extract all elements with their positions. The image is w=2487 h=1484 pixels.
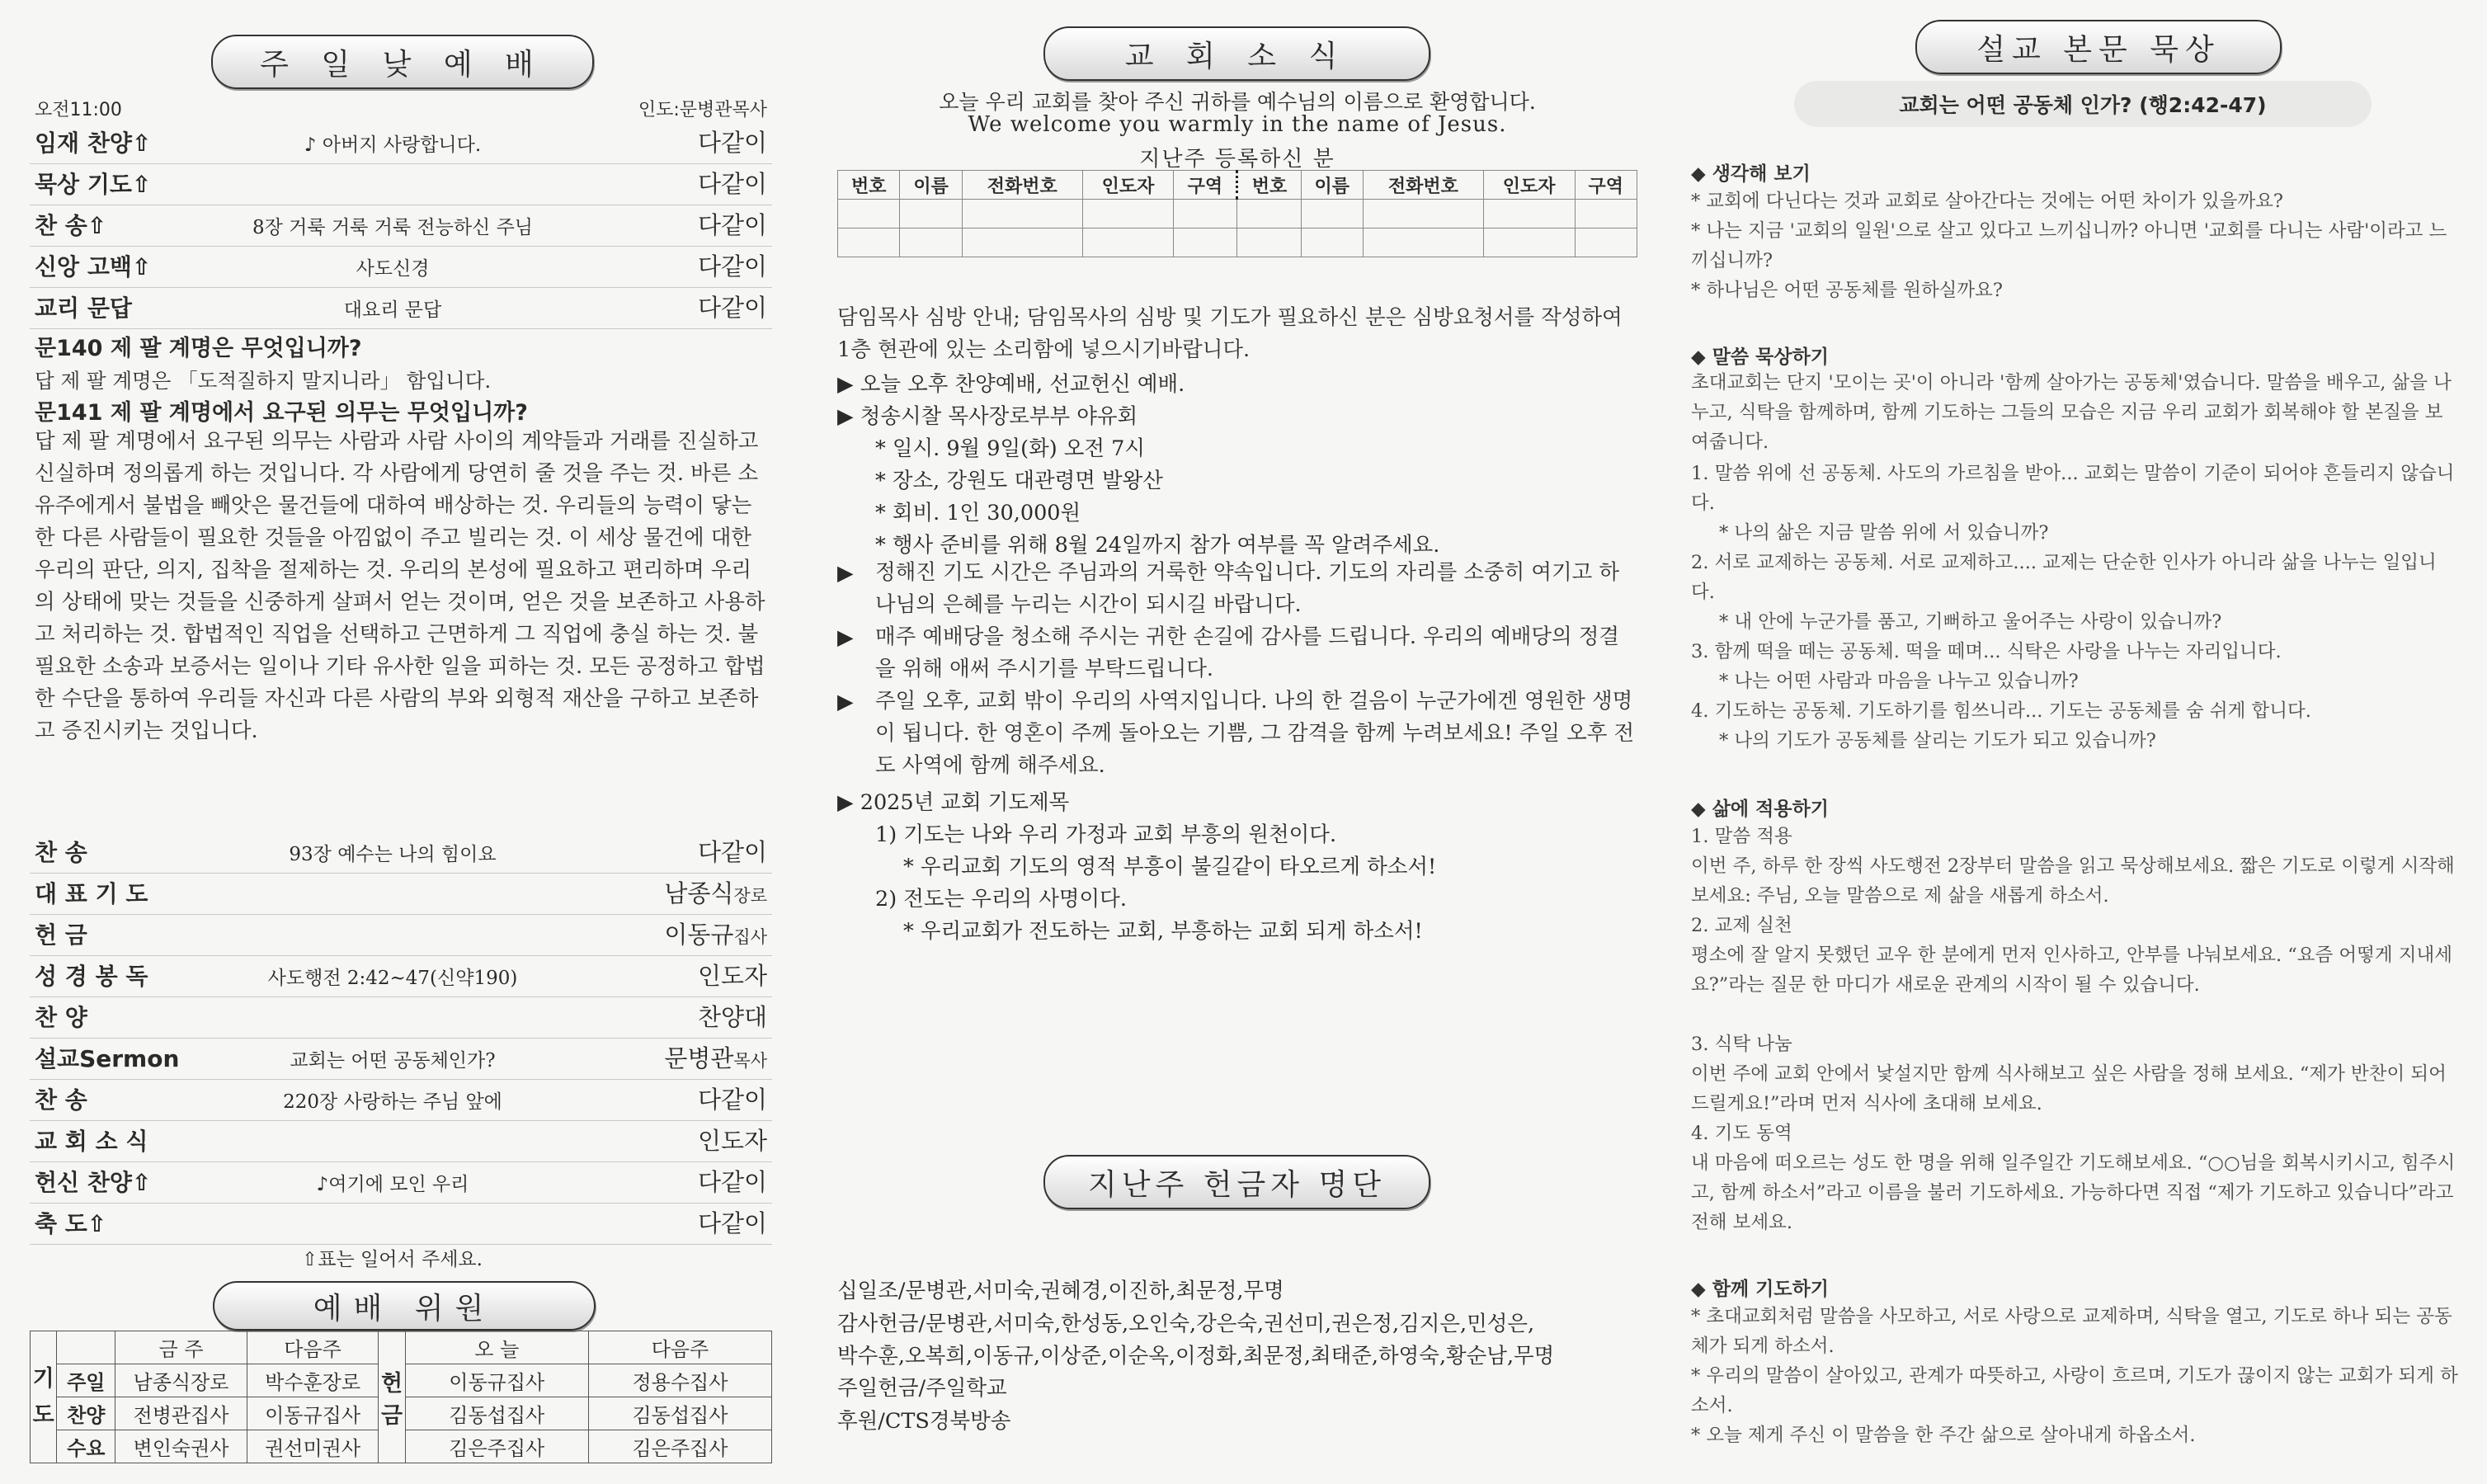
apply-2-text: 평소에 잘 알지 못했던 교우 한 분에게 먼저 인사하고, 안부를 나눠보세요. “요즘 어떻게 지내세요?”라는 질문 한 마디가 새로운 관계의 시작이 될 수 있습니다. [1691, 945, 2452, 996]
registration-header: 이름 [900, 171, 962, 200]
order-row [30, 957, 772, 997]
order-performer-title: 목사 [733, 1051, 767, 1071]
registration-header: 구역 [1174, 171, 1237, 200]
apply-4-title: 4. 기도 동역 [1691, 1123, 1792, 1144]
registration-header: 이름 [1301, 171, 1363, 200]
staff-header-today: 오 늘 [405, 1331, 588, 1364]
order-performer-name: 인도자 [697, 962, 767, 990]
word-4-question: * 나의 기도가 공동체를 살리는 기도가 되고 있습니까? [1719, 730, 2156, 751]
word-1: 1. 말씀 위에 선 공동체. 사도의 가르침을 받아... 교회는 말씀이 기준이 되어야 흔들리지 않습니다. [1691, 463, 2455, 514]
order-title: 신앙 고백⇧ [35, 253, 152, 280]
registration-header: 전화번호 [1363, 171, 1483, 200]
order-performer [698, 1164, 767, 1198]
section-pray-title: ◆ 함께 기도하기 [1691, 1279, 1830, 1300]
order-title: 설교Sermon [35, 1045, 180, 1072]
section-think-title: ◆ 생각해 보기 [1691, 163, 1811, 185]
news-6: ▶ 2025년 교회 기도제목 [837, 790, 1070, 815]
staff-cell: 남종식장로 [115, 1364, 247, 1397]
service-time: 오전11:00 [35, 100, 122, 120]
order-title: 대 표 기 도 [35, 880, 148, 907]
staff-cell: 김동섭집사 [405, 1397, 588, 1430]
order-row [30, 289, 772, 329]
order-row [30, 1039, 772, 1080]
news-6a: 1) 기도는 나와 우리 가정과 교회 부흥의 원천이다. [875, 822, 1337, 847]
order-title: 교 회 소 식 [35, 1128, 148, 1155]
order-title: 축 도⇧ [35, 1210, 107, 1237]
church-news-column [837, 0, 1637, 1484]
order-performer [698, 1081, 767, 1115]
apply-1-title: 1. 말씀 적용 [1691, 826, 1792, 847]
staff-row-label: 찬양 [57, 1397, 115, 1430]
news-4-text: 매주 예배당을 청소해 주시는 귀한 손길에 감사를 드립니다. 우리의 예배당의 정결을 위해 애써 주시기를 부탁드립니다. [875, 624, 1620, 681]
news-6c: 2) 전도는 우리의 사명이다. [875, 887, 1127, 912]
order-content: 대요리 문답 [343, 299, 442, 321]
apply-1-text: 이번 주, 하루 한 장씩 사도행전 2장부터 말씀을 읽고 묵상해보세요. 짧은 기도로 이렇게 시작해 보세요: 주님, 오늘 말씀으로 제 삶을 새롭게 하소서. [1691, 855, 2455, 907]
answer-140: 답 제 팔 계명은 「도적질하지 말지니라」 함입니다. [35, 369, 492, 393]
order-performer-name: 다같이 [697, 838, 767, 866]
staff-cell: 변인숙권사 [115, 1430, 247, 1463]
offering-tithe: 십일조/문병관,서미숙,권혜경,이진하,최문정,무명 [837, 1279, 1284, 1303]
meditation-title: 설교 본문 묵상 [1915, 20, 2282, 74]
order-row [30, 874, 772, 915]
staff-table [30, 1331, 772, 1463]
offering-title: 지난주 헌금자 명단 [1043, 1155, 1430, 1209]
question-141: 문141 제 팔 계명에서 요구된 의무는 무엇입니까? [35, 400, 528, 426]
staff-cell: 정용수집사 [588, 1364, 771, 1397]
news-2a: * 일시. 9월 9일(화) 오전 7시 [875, 436, 1146, 461]
word-3: 3. 함께 떡을 떼는 공동체. 떡을 떼며... 식탁은 사랑을 나누는 자리입니다. [1691, 641, 2282, 662]
news-2: ▶ 청송시찰 목사장로부부 야유회 [837, 404, 1138, 429]
apply-3-text: 이번 주에 교회 안에서 낯설지만 함께 식사해보고 싶은 사람을 정해 보세요. “제가 반찬이 되어드릴게요!”라며 먼저 식사에 초대해 보세요. [1691, 1063, 2447, 1114]
offering-thanks-2: 박수훈,오복희,이동규,이상준,이순옥,이정화,최문정,최태준,하영숙,황순남,무명 [837, 1344, 1555, 1369]
news-2-text: 청송시찰 목사장로부부 야유회 [860, 404, 1138, 429]
order-row [30, 1122, 772, 1162]
order-row [30, 206, 772, 247]
staff-side-offering: 헌금 [379, 1331, 405, 1463]
news-3-bullet: ▶ [837, 561, 854, 586]
worship-order-column [30, 0, 772, 1484]
staff-header-next2: 다음주 [588, 1331, 771, 1364]
news-1: ▶ 오늘 오후 찬양예배, 선교헌신 예배. [837, 372, 1185, 397]
order-performer-name: 다같이 [697, 170, 767, 198]
welcome-english: We welcome you warmly in the name of Jesus. [968, 112, 1507, 137]
order-row [30, 165, 772, 205]
news-1-text: 오늘 오후 찬양예배, 선교헌신 예배. [860, 372, 1185, 397]
news-2d: * 행사 준비를 위해 8월 24일까지 참가 여부를 꼭 알려주세요. [875, 533, 1440, 558]
order-content: 220장 사랑하는 주님 앞에 [283, 1091, 502, 1113]
staff-cell: 박수훈장로 [247, 1364, 379, 1397]
order-performer-name: 다같이 [697, 294, 767, 322]
word-2-question: * 내 안에 누군가를 품고, 기뻐하고 울어주는 사랑이 있습니까? [1719, 611, 2222, 633]
news-6-text: 2025년 교회 기도제목 [860, 790, 1070, 815]
worship-title: 주 일 낮 예 배 [211, 35, 594, 89]
staff-row-label: 주일 [57, 1364, 115, 1397]
order-content: 사도행전 2:42~47(신약190) [267, 968, 518, 989]
staff-cell: 전병관집사 [115, 1397, 247, 1430]
registration-header: 번호 [1237, 171, 1301, 200]
word-2: 2. 서로 교제하는 공동체. 서로 교제하고.... 교제는 단순한 인사가 아니라 삶을 나누는 일입니다. [1691, 552, 2437, 603]
order-content: 8장 거룩 거룩 거룩 전능하신 주님 [252, 217, 534, 238]
staff-row-label: 수요 [57, 1430, 115, 1463]
order-performer-name: 다같이 [697, 1209, 767, 1237]
sermon-meditation-column [1683, 0, 2458, 1484]
order-performer [698, 958, 767, 992]
word-4: 4. 기도하는 공동체. 기도하기를 힘쓰니라... 기도는 공동체를 숨 쉬게 합니다. [1691, 700, 2311, 722]
pray-1: * 초대교회처럼 말씀을 사모하고, 서로 사랑으로 교제하며, 식탁을 열고, 기도로 하나 되는 공동체가 되게 하소서. [1691, 1306, 2452, 1357]
staff-header-next: 다음주 [247, 1331, 379, 1364]
order-performer-name: 다같이 [697, 129, 767, 157]
order-performer-title: 집사 [733, 927, 767, 947]
order-content: 사도신경 [356, 258, 430, 280]
news-3-text: 정해진 기도 시간은 주님과의 거룩한 약속입니다. 기도의 자리를 소중히 여기고 하나님의 은혜를 누리는 시간이 되시길 바랍니다. [875, 560, 1620, 617]
order-row [30, 1163, 772, 1204]
answer-141: 답 제 팔 계명에서 요구된 의무는 사람과 사람 사이의 계약들과 거래를 진실하고 신실하며 정의롭게 하는 것입니다. 각 사람에게 당연히 줄 것을 주는 것. 바른 소유주에게서 불법을 빼앗은 물건들에 대하여 배상하는 것. 우리들의 능력이 닿는 한 다른 사람들이 필요한 것들을 아낌없이 주고 빌리는 것. 이 세상 물건에 대한 우리의 판단, 의지, 집착을 절제하는 것. 우리의 본성에 필요하고 편리하며 우리의 상태에 맞는 것들을 신중하게 살펴서 얻는 것이며, 얻은 것을 보존하고 사용하고 처리하는 것. 합법적인 직업을 선택하고 근면하게 그 직업에 충실 하는 것. 불필요한 소송과 보증서는 일이나 기타 유사한 일을 피하는 것. 모든 공정하고 합법한 수단을 통하여 우리들 자신과 다른 사람의 부와 외형적 재산을 구하고 보존하고 증진시키는 것입니다. [35, 429, 765, 743]
offering-thanks-1: 감사헌금/문병관,서미숙,한성동,오인숙,강은숙,권선미,권은정,김지은,민성은, [837, 1312, 1535, 1336]
stand-note: ⇧표는 일어서 주세요. [302, 1249, 483, 1270]
order-title: 찬 송 [35, 839, 87, 866]
question-140: 문140 제 팔 계명은 무엇입니까? [35, 336, 362, 361]
order-performer-name: 다같이 [697, 211, 767, 239]
order-performer [698, 166, 767, 200]
registration-header: 구역 [1575, 171, 1637, 200]
service-leader: 인도:문병관목사 [638, 100, 767, 120]
registration-table [837, 170, 1637, 257]
order-row [30, 1081, 772, 1121]
section-apply-title: ◆ 삶에 적용하기 [1691, 799, 1830, 820]
order-content: ♪여기에 모인 우리 [316, 1174, 469, 1195]
news-5-bullet: ▶ [837, 690, 854, 714]
order-performer [664, 916, 767, 950]
registration-header: 전화번호 [962, 171, 1082, 200]
order-title: 임재 찬양⇧ [35, 130, 152, 157]
welcome-korean: 오늘 우리 교회를 찾아 주신 귀하를 예수님의 이름으로 환영합니다. [939, 90, 1536, 114]
order-title: 찬 양 [35, 1004, 87, 1031]
order-title: 교리 문답 [35, 294, 132, 322]
apply-3-title: 3. 식탁 나눔 [1691, 1034, 1792, 1055]
registration-header: 인도자 [1082, 171, 1174, 200]
registration-title: 지난주 등록하신 분 [1139, 147, 1335, 172]
staff-cell: 김은주집사 [405, 1430, 588, 1463]
apply-2-title: 2. 교제 실천 [1691, 915, 1792, 936]
order-title: 헌 금 [35, 921, 87, 949]
offering-support: 후원/CTS경북방송 [837, 1409, 1011, 1434]
order-title: 성 경 봉 독 [35, 963, 148, 990]
registration-header: 인도자 [1483, 171, 1575, 200]
staff-cell: 권선미권사 [247, 1430, 379, 1463]
word-1-question: * 나의 삶은 지금 말씀 위에 서 있습니까? [1719, 522, 2049, 544]
offering-sunday: 주일헌금/주일학교 [837, 1376, 1007, 1401]
order-row [30, 1204, 772, 1245]
order-performer [698, 834, 767, 868]
order-performer [698, 290, 767, 323]
news-4-bullet: ▶ [837, 625, 854, 650]
news-6b: * 우리교회 기도의 영적 부흥이 불길같이 타오르게 하소서! [903, 855, 1437, 879]
order-performer [698, 248, 767, 282]
order-title: 찬 송⇧ [35, 212, 107, 239]
order-performer-title: 장로 [733, 886, 767, 906]
order-row [30, 998, 772, 1039]
apply-4-text: 내 마음에 떠오르는 성도 한 명을 위해 일주일간 기도해보세요. “○○님을 회복시키시고, 힘주시고, 함께 하소서”라고 이름을 불러 기도하세요. 가능하다면 직접 “제가 기도하고 있습니다”라고 전해 보세요. [1691, 1152, 2456, 1233]
order-performer [664, 1040, 767, 1074]
order-performer-name: 다같이 [697, 1168, 767, 1196]
order-performer-name: 이동규 [664, 921, 734, 949]
order-content: 교회는 어떤 공동체인가? [290, 1050, 496, 1072]
staff-cell: 김동섭집사 [588, 1397, 771, 1430]
visit-notice: 담임목사 심방 안내; 담임목사의 심방 및 기도가 필요하신 분은 심방요청서를 작성하여 1층 현관에 있는 소리함에 넣으시기바랍니다. [837, 305, 1623, 362]
staff-header-this: 금 주 [115, 1331, 247, 1364]
order-title: 헌신 찬양⇧ [35, 1169, 152, 1196]
order-performer [698, 1123, 767, 1157]
order-performer-name: 남종식 [664, 879, 734, 907]
order-content: ♪ 아버지 사랑합니다. [304, 134, 482, 156]
order-row [30, 124, 772, 164]
meditation-subtitle: 교회는 어떤 공동체 인가? (행2:42-47) [1794, 81, 2372, 127]
section-word-title: ◆ 말씀 묵상하기 [1691, 346, 1830, 368]
pray-2: * 우리의 말씀이 살아있고, 관계가 따뜻하고, 사랑이 흐르며, 기도가 끊이지 않는 교회가 되게 하소서. [1691, 1365, 2458, 1416]
order-row [30, 833, 772, 874]
word-3-question: * 나는 어떤 사람과 마음을 나누고 있습니까? [1719, 671, 2079, 692]
order-performer [698, 999, 767, 1033]
order-row [30, 247, 772, 288]
order-performer-name: 다같이 [697, 1086, 767, 1114]
news-6d: * 우리교회가 전도하는 교회, 부흥하는 교회 되게 하소서! [903, 919, 1423, 944]
order-performer [698, 125, 767, 158]
order-performer-name: 찬양대 [697, 1003, 767, 1031]
staff-side-prayer: 기도 [31, 1331, 57, 1463]
order-performer [698, 207, 767, 241]
order-performer-name: 문병관 [664, 1044, 734, 1072]
news-2b: * 장소, 강원도 대관령면 발왕산 [875, 469, 1163, 493]
think-2: * 나는 지금 '교회의 일원'으로 살고 있다고 느끼십니까? 아니면 '교회를 다니는 사람'이라고 느끼십니까? [1691, 220, 2447, 271]
staff-title: 예배 위원 [213, 1281, 596, 1331]
word-intro: 초대교회는 단지 '모이는 곳'이 아니라 '함께 살아가는 공동체'였습니다. 말씀을 배우고, 삶을 나누고, 식탁을 함께하며, 함께 기도하는 그들의 모습은 지금 우리 교회가 회복해야 할 본질을 보여줍니다. [1691, 372, 2452, 453]
order-title: 묵상 기도⇧ [35, 171, 152, 198]
order-title: 찬 송 [35, 1086, 87, 1114]
think-1: * 교회에 다닌다는 것과 교회로 살아간다는 것에는 어떤 차이가 있을까요? [1691, 191, 2283, 212]
news-title: 교 회 소 식 [1043, 26, 1430, 81]
staff-cell: 이동규집사 [405, 1364, 588, 1397]
order-row [30, 916, 772, 956]
pray-3: * 오늘 제게 주신 이 말씀을 한 주간 삶으로 살아내게 하옵소서. [1691, 1425, 2196, 1446]
order-performer-name: 인도자 [697, 1127, 767, 1155]
order-content: 93장 예수는 나의 힘이요 [289, 844, 497, 865]
registration-header: 번호 [838, 171, 900, 200]
order-performer [664, 875, 767, 909]
order-performer-name: 다같이 [697, 252, 767, 280]
staff-cell: 이동규집사 [247, 1397, 379, 1430]
news-5-text: 주일 오후, 교회 밖이 우리의 사역지입니다. 나의 한 걸음이 누군가에겐 영원한 생명이 됩니다. 한 영혼이 주께 돌아오는 기쁨, 그 감격을 함께 누려보세요! 주일 오후 전도 사역에 함께 해주세요. [875, 689, 1635, 778]
order-performer [698, 1205, 767, 1239]
think-3: * 하나님은 어떤 공동체를 원하실까요? [1691, 280, 2003, 301]
staff-cell: 김은주집사 [588, 1430, 771, 1463]
news-2c: * 회비. 1인 30,000원 [875, 501, 1081, 525]
